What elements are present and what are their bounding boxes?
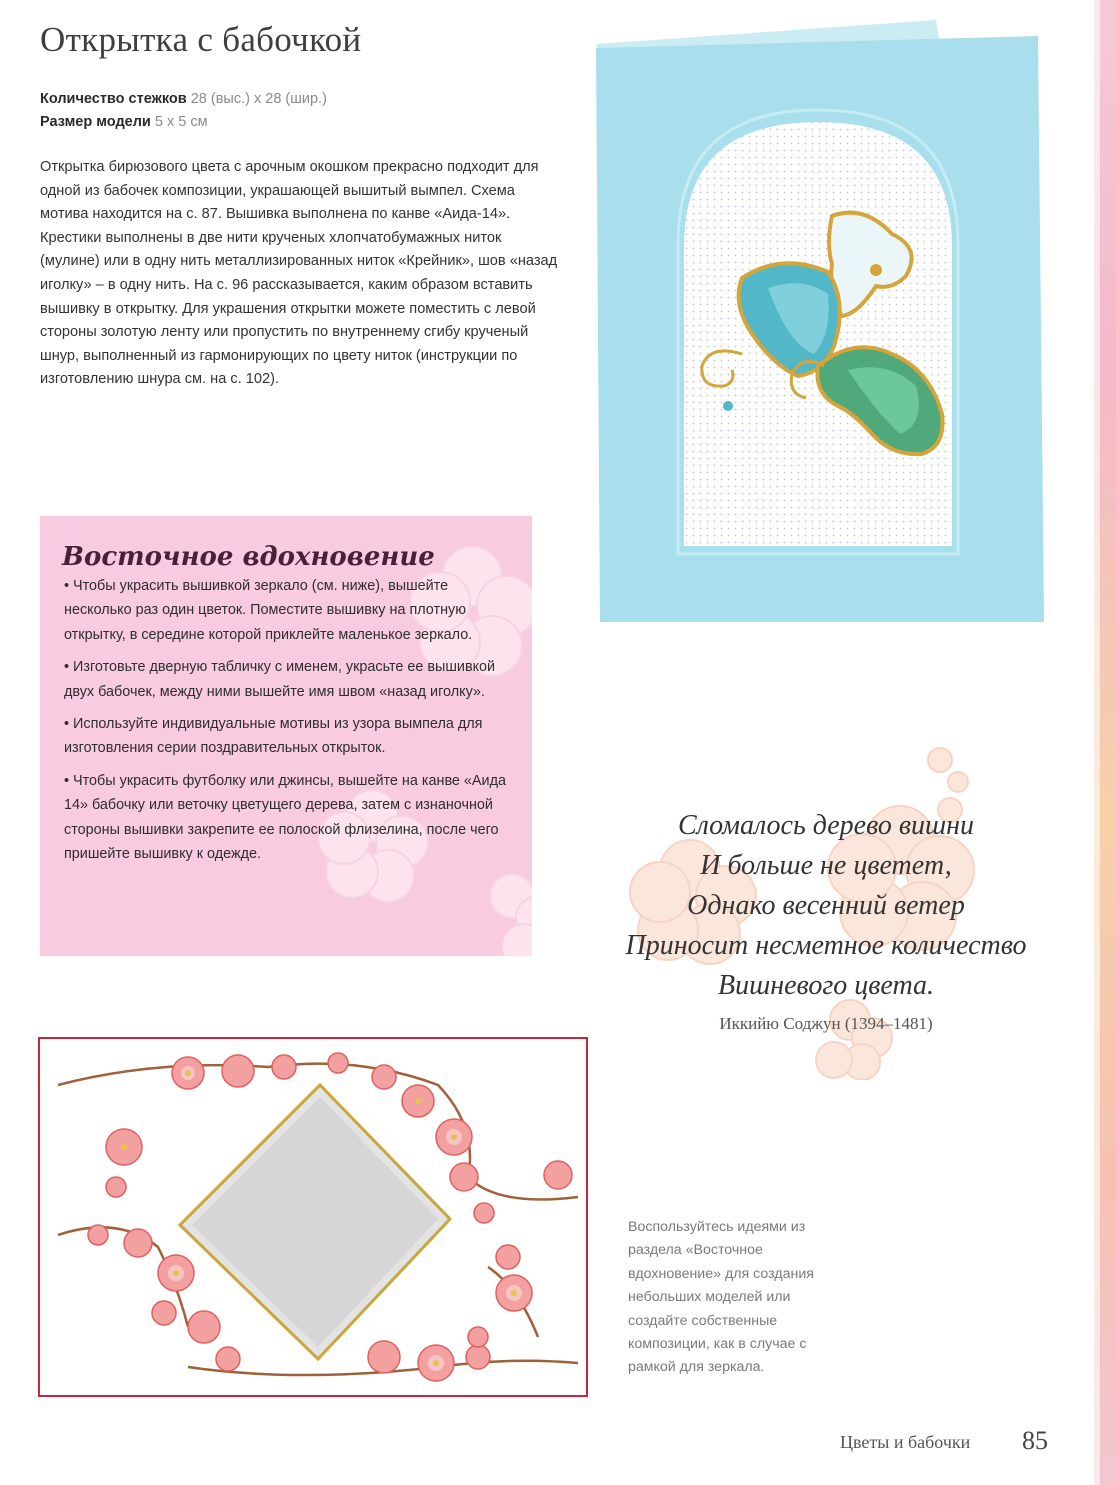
card-illustration bbox=[592, 14, 1062, 626]
tip-item: • Чтобы украсить футболку или джинсы, вышейте на канве «Аида 14» бабочку или веточку цветущего дерева, затем с изнаночной стороны вышивки закрепите ее полоской флизелина, после чего пришейте вышивку к одежде. bbox=[64, 772, 506, 863]
tip-item: • Чтобы украсить вышивкой зеркало (см. ниже), вышейте несколько раз один цветок. Поместите вышивку на плотную открытку, в середине которой приклейте маленькое зеркало. bbox=[64, 578, 473, 643]
stitch-count-label: Количество стежков bbox=[40, 91, 187, 107]
tips-title: Восточное вдохновение bbox=[62, 542, 435, 572]
poem-line: Сломалось дерево вишни bbox=[677, 810, 975, 841]
stitch-count-value: 28 (выс.) х 28 (шир.) bbox=[190, 91, 327, 107]
mirror-frame-illustration bbox=[38, 1037, 588, 1397]
tips-box bbox=[40, 516, 532, 956]
model-size bbox=[40, 111, 327, 134]
poem-line: Однако весенний ветер bbox=[687, 890, 965, 921]
page-edge-decoration bbox=[1094, 0, 1116, 1485]
butterfly-card-photo bbox=[592, 14, 1062, 626]
poem-author: Иккийю Соджун (1394–1481) bbox=[719, 1014, 933, 1033]
footer-section-title: Цветы и бабочки bbox=[840, 1432, 971, 1452]
page-title: Открытка с бабочкой bbox=[40, 20, 362, 59]
model-specs bbox=[40, 88, 327, 134]
tips-list bbox=[40, 574, 532, 866]
side-note: Воспользуйтесь идеями из раздела «Восточное вдохновение» для создания небольших моделей или создайте собственные композиции, как в случае с рамкой для зеркала. bbox=[628, 1219, 814, 1376]
poem-line: И больше не цветет, bbox=[700, 850, 952, 881]
tip-item: • Используйте индивидуальные мотивы из узора вымпела для изготовления серии поздравительных открыток. bbox=[64, 716, 483, 757]
poem-line: Вишневого цвета. bbox=[717, 970, 935, 1001]
stitch-count bbox=[40, 88, 327, 111]
model-size-label: Размер модели bbox=[40, 114, 151, 130]
poem bbox=[596, 806, 1056, 1006]
tip-item: • Изготовьте дверную табличку с именем, украсьте ее вышивкой двух бабочек, между ними вышейте имя швом «назад иголку». bbox=[64, 659, 496, 700]
page-number: 85 bbox=[1022, 1426, 1048, 1455]
poem-line: Приносит несметное количество bbox=[625, 930, 1027, 961]
model-size-value: 5 х 5 см bbox=[154, 114, 208, 130]
mirror-frame-pattern bbox=[38, 1037, 588, 1397]
intro-paragraph: Открытка бирюзового цвета с арочным окошком прекрасно подходит для одной из бабочек композиции, украшающей вышитый вымпел. Схема мотива находится на с. 87. Вышивка выполнена по канве «Аида-14». Крестики выполнены в две нити крученых хлопчатобумажных ниток (мулине) или в одну нить металлизированных ниток «Крейник», шов «назад иголку» – в одну нить. На с. 96 рассказывается, каким образом вставить вышивку в открытку. Для украшения открытки можете поместить с левой стороны золотую ленту или пропустить по внутреннему сгибу крученый шнур, выполненный из гармонирующих по цвету ниток (инструкции по изготовлению шнура см. на с. 102). bbox=[40, 159, 558, 388]
